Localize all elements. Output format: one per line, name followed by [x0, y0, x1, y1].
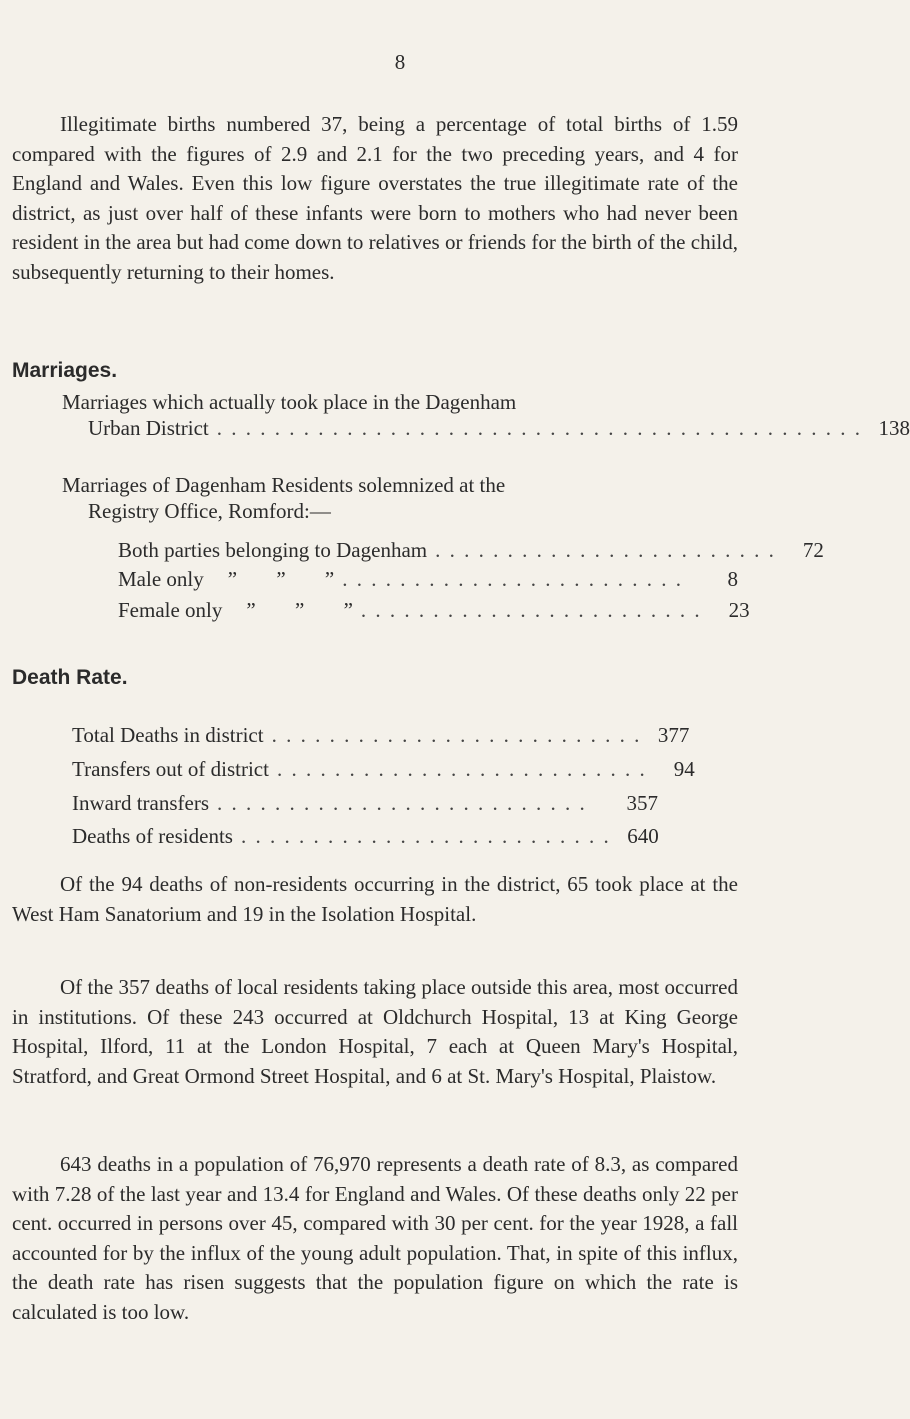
- death-row-value: 94: [673, 757, 695, 781]
- death-row: [72, 790, 658, 817]
- marriages-both-value: 72: [802, 538, 824, 562]
- marriages-registry-line1: [62, 472, 662, 499]
- marriages-urban-label-line2: Urban District: [88, 416, 209, 440]
- ditto-mark: ”: [324, 567, 335, 591]
- death-rate-paragraph: 643 deaths in a population of 76,970 represents a death rate of 8.3, as compared with 7.28 of the last year and 13.4 for England and Wales. Of these deaths only 22 per cent. occurred in persons over 45, compared with 30 per cent. for the year 1928, a fall accounted for by the influx of the young adult population. That, in spite of this influx, the death rate has risen suggests that the population figure on which the rate is calculated is too low.: [12, 1152, 738, 1324]
- illegitimate-births-paragraph: Illegitimate births numbered 37, being a percentage of total births of 1.59 compared with the figures of 2.9 and 2.1 for the two preceding years, and 4 for England and Wales. Even this low figure overstates the true illegitimate rate of the district, as just over half of these infants were born to mothers who had never been resident in the area but had come down to relatives or friends for the birth of the child, subsequently returning to their homes.: [12, 112, 738, 284]
- marriages-both-row: [118, 537, 824, 564]
- marriages-urban-line1: [62, 389, 662, 416]
- dot-leader: . . . . . . . . . . . . . . . . . . . . . . . . . .: [217, 791, 587, 815]
- death-row-value: 357: [626, 791, 658, 815]
- marriages-registry-line2: [88, 498, 648, 525]
- marriages-urban-row: [88, 415, 910, 442]
- death-row: [72, 823, 658, 850]
- death-row-label: Inward transfers: [72, 791, 210, 815]
- marriages-registry-label-line1: Marriages of Dagenham Residents solemnized at the: [62, 473, 506, 497]
- marriages-female-value: 23: [728, 598, 750, 622]
- death-row: [72, 722, 690, 749]
- marriages-female-row: [118, 597, 750, 624]
- marriages-urban-label-line1: Marriages which actually took place in the Dagenham: [62, 390, 517, 414]
- dot-leader: . . . . . . . . . . . . . . . . . . . . . . . .: [435, 538, 776, 562]
- death-row-label: Transfers out of district: [72, 757, 269, 781]
- dot-leader: . . . . . . . . . . . . . . . . . . . . . . . .: [342, 567, 683, 591]
- marriages-both-label: Both parties belonging to Dagenham: [118, 538, 428, 562]
- page-number: 8: [394, 50, 406, 74]
- ditto-mark: ”: [276, 567, 286, 591]
- dot-leader: . . . . . . . . . . . . . . . . . . . . . . . . . .: [276, 757, 647, 781]
- marriages-male-label: Male only: [118, 567, 204, 591]
- marriages-male-value: 8: [727, 567, 738, 591]
- death-row-label: Deaths of residents: [72, 824, 233, 848]
- dot-leader: . . . . . . . . . . . . . . . . . . . . . . . .: [360, 598, 702, 622]
- non-residents-paragraph: Of the 94 deaths of non-residents occurring in the district, 65 took place at the West Ham Sanatorium and 19 in the Isolation Hospital.: [12, 872, 738, 926]
- marriages-urban-value: 138: [878, 416, 910, 440]
- marriages-registry-label-line2: Registry Office, Romford:—: [88, 499, 331, 523]
- marriages-female-label: Female only: [118, 598, 223, 622]
- ditto-mark: ”: [294, 598, 305, 622]
- ditto-mark: ”: [343, 598, 353, 622]
- dot-leader: . . . . . . . . . . . . . . . . . . . . . . . . . . . . . . . . . . . . . . . . . . . . .: [216, 416, 862, 440]
- ditto-mark: ”: [227, 567, 238, 591]
- death-row-value: 640: [627, 824, 659, 848]
- outside-deaths-paragraph: Of the 357 deaths of local residents taking place outside this area, most occurred in institutions. Of these 243 occurred at Oldchurch Hospital, 13 at King George Hospital, Ilford, 11 at the London Hospital, 7 each at Queen Mary's Hospital, Stratford, and Great Ormond Street Hospital, and 6 at St. Mary's Hospital, Plaistow.: [12, 975, 738, 1088]
- dot-leader: . . . . . . . . . . . . . . . . . . . . . . . . . .: [271, 723, 642, 747]
- death-row-value: 377: [657, 723, 690, 747]
- ditto-mark: ”: [246, 598, 256, 622]
- marriages-male-row: [118, 566, 738, 593]
- death-row: [72, 756, 695, 783]
- death-row-label: Total Deaths in district: [72, 723, 264, 747]
- dot-leader: . . . . . . . . . . . . . . . . . . . . . . . . . .: [240, 824, 611, 848]
- death-rate-heading: Death Rate.: [12, 666, 128, 689]
- marriages-heading: Marriages.: [12, 359, 118, 382]
